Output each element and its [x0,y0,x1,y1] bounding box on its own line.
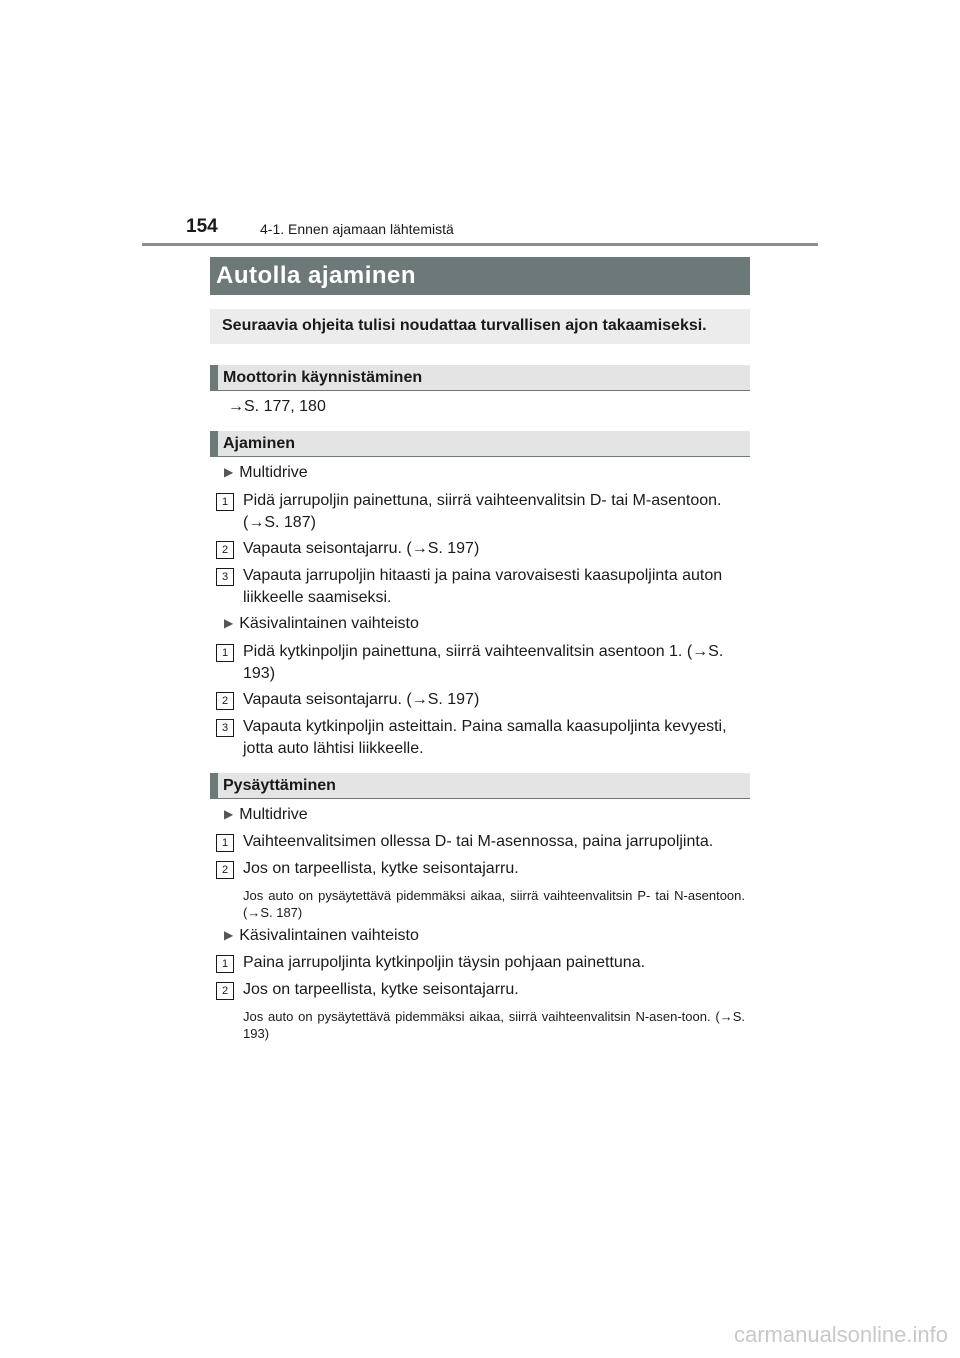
step-text: Vapauta seisontajarru. (→S. 197) [243,540,480,557]
note-text: Jos auto on pysäytettävä pidemmäksi aikaa, siirrä vaihteenvalitsin N-asen-toon. (→S. 193) [243,1009,745,1041]
subheading-manual: ▶ Käsivalintainen vaihteisto [224,927,419,944]
page-number: 154 [186,216,218,237]
step-text: Vapauta seisontajarru. (→S. 197) [243,691,480,708]
page-title: Autolla ajaminen [210,257,750,295]
chapter-title: 4-1. Ennen ajamaan lähtemistä [260,221,454,237]
step-text: Pidä kytkinpoljin painettuna, siirrä vaihteenvalitsin asentoon 1. (→S. 193) [243,643,724,682]
note-text: Jos auto on pysäytettävä pidemmäksi aikaa, siirrä vaihteenvalitsin P- tai N-asentoon. (→S. 187) [243,888,745,920]
page-reference[interactable]: →S. 177, 180 [228,398,326,415]
step-number: 2 [216,861,234,879]
step-number: 1 [216,955,234,973]
triangle-bullet-icon: ▶ [224,807,234,821]
section-heading-driving: Ajaminen [210,431,750,457]
subheading-multidrive: ▶ Multidrive [224,806,308,823]
header-rule [142,243,818,246]
step-text: Jos on tarpeellista, kytke seisontajarru. [243,981,519,998]
watermark: carmanualsonline.info [733,1322,948,1347]
step-number: 2 [216,692,234,710]
step-text: Vapauta kytkinpoljin asteittain. Paina samalla kaasupoljinta kevyesti, jotta auto lähtisi liikkeelle. [243,718,727,757]
step-text: Pidä jarrupoljin painettuna, siirrä vaihteenvalitsin D- tai M-asentoon. (→S. 187) [243,492,722,531]
step-number: 2 [216,541,234,559]
step-text: Vapauta jarrupoljin hitaasti ja paina varovaisesti kaasupoljinta auton liikkeelle saamiseksi. [243,567,723,606]
step-number: 3 [216,719,234,737]
section-heading-stopping: Pysäyttäminen [210,773,750,799]
step-number: 2 [216,982,234,1000]
triangle-bullet-icon: ▶ [224,928,234,942]
step-number: 3 [216,568,234,586]
step-text: Jos on tarpeellista, kytke seisontajarru. [243,860,519,877]
step-number: 1 [216,493,234,511]
triangle-bullet-icon: ▶ [224,616,234,630]
subheading-multidrive: ▶ Multidrive [224,464,308,481]
subheading-manual: ▶ Käsivalintainen vaihteisto [224,615,419,632]
step-text: Paina jarrupoljinta kytkinpoljin täysin pohjaan painettuna. [243,954,646,971]
step-number: 1 [216,834,234,852]
step-number: 1 [216,644,234,662]
intro-box: Seuraavia ohjeita tulisi noudattaa turvallisen ajon takaamiseksi. [210,309,750,344]
triangle-bullet-icon: ▶ [224,465,234,479]
section-heading-starting: Moottorin käynnistäminen [210,365,750,391]
step-text: Vaihteenvalitsimen ollessa D- tai M-asennossa, paina jarrupoljinta. [243,833,714,850]
